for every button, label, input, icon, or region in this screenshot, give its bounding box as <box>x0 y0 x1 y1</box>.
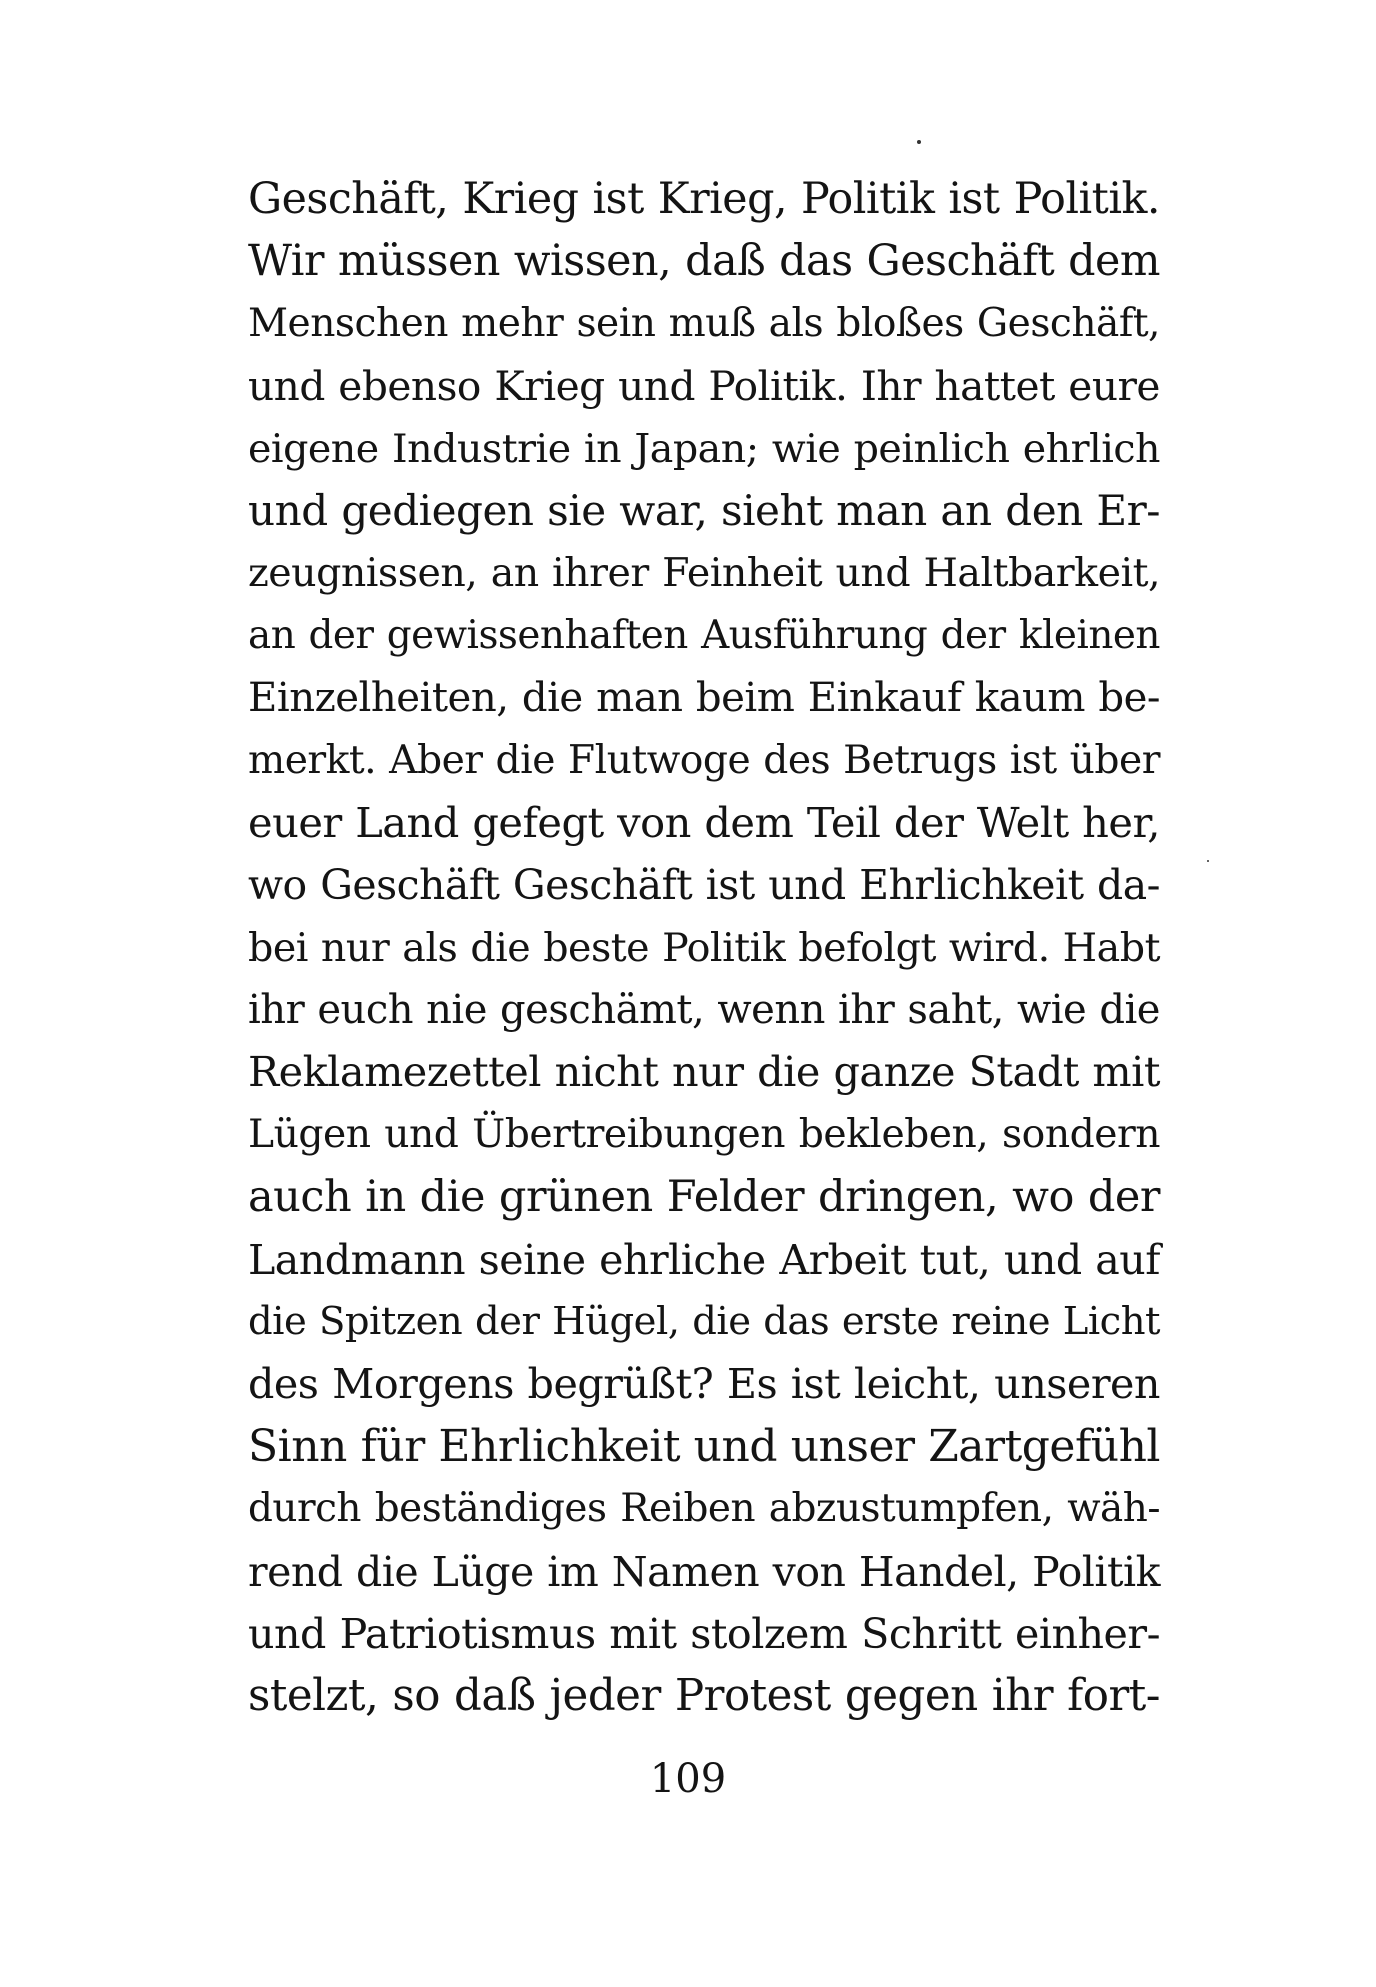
text-line: und gediegen sie war, sieht man an den Er- <box>248 485 1160 535</box>
text-line: Sinn für Ehrlichkeit und unser Zartgefühl <box>248 1420 1160 1472</box>
text-line: merkt. Aber die Flutwoge des Betrugs ist über <box>248 737 1160 783</box>
text-line: Geschäft, Krieg ist Krieg, Politik ist Politik. <box>248 174 1160 224</box>
text-line: auch in die grünen Felder dringen, wo der <box>248 1172 1160 1223</box>
page-number: 109 <box>649 1756 727 1802</box>
text-line: stelzt, so daß jeder Protest gegen ihr fort- <box>248 1671 1160 1722</box>
text-line: an der gewissenhaften Ausführung der kleinen <box>248 612 1160 658</box>
text-line: Lügen und Übertreibungen bekleben, sondern <box>248 1111 1160 1157</box>
text-line: rend die Lüge im Namen von Handel, Politik <box>248 1547 1160 1596</box>
body-text <box>248 168 1160 1728</box>
text-line: und Patriotismus mit stolzem Schritt einher- <box>248 1609 1160 1658</box>
print-speck <box>1207 860 1209 862</box>
text-line: Menschen mehr sein muß als bloßes Geschäft, <box>248 300 1160 346</box>
text-line: Landmann seine ehrliche Arbeit tut, und auf <box>248 1235 1160 1284</box>
text-line: des Morgens begrüßt? Es ist leicht, unseren <box>248 1360 1160 1409</box>
text-line: durch beständiges Reiben abzustumpfen, wäh- <box>248 1486 1160 1532</box>
text-line: und ebenso Krieg und Politik. Ihr hattet eure <box>248 362 1160 411</box>
text-line: eigene Industrie in Japan; wie peinlich ehrlich <box>248 425 1160 472</box>
text-line: ihr euch nie geschämt, wenn ihr saht, wie die <box>248 987 1160 1034</box>
print-speck <box>917 140 921 144</box>
text-line: Einzelheiten, die man beim Einkauf kaum be- <box>248 675 1160 722</box>
text-line: zeugnissen, an ihrer Feinheit und Haltbarkeit, <box>248 550 1160 597</box>
text-line: euer Land gefegt von dem Teil der Welt her, <box>248 797 1160 847</box>
text-line: Wir müssen wissen, daß das Geschäft dem <box>248 236 1160 287</box>
text-line: bei nur als die beste Politik befolgt wird. Habt <box>248 924 1160 971</box>
text-line: wo Geschäft Geschäft ist und Ehrlichkeit da- <box>248 861 1160 910</box>
text-line: die Spitzen der Hügel, die das erste reine Licht <box>248 1299 1160 1345</box>
text-line: Reklamezettel nicht nur die ganze Stadt mit <box>248 1048 1160 1097</box>
